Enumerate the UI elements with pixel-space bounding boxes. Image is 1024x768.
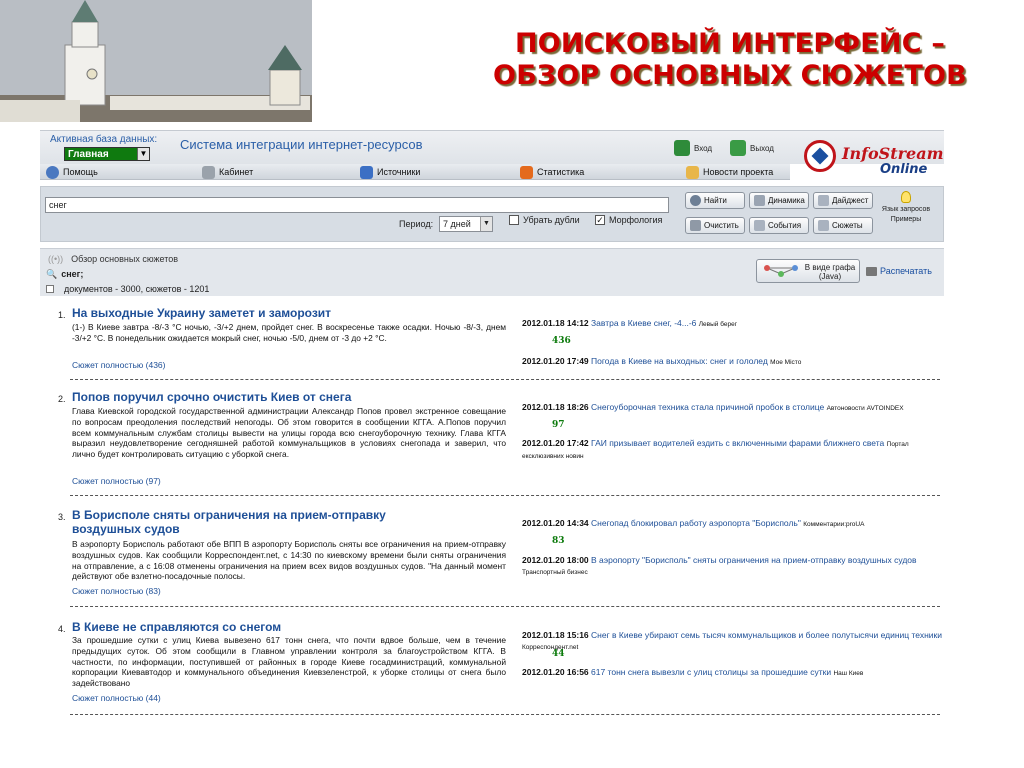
dynamics-label: Динамика <box>768 196 805 205</box>
news-icon <box>686 166 699 179</box>
story-divider <box>70 379 940 380</box>
stories-button[interactable] <box>813 217 873 234</box>
logo-text-online: Online <box>880 162 928 177</box>
article-timestamp: 2012.01.20 17:42 <box>522 438 589 448</box>
article-timestamp: 2012.01.18 18:26 <box>522 402 589 412</box>
overview-counts-text: документов - 3000, сюжетов - 1201 <box>64 284 210 294</box>
dedupe-label: Убрать дубли <box>523 215 580 225</box>
story-number: 2. <box>58 394 66 404</box>
story-number: 4. <box>58 624 66 634</box>
alert-icon <box>754 220 765 231</box>
menu-item-label: Помощь <box>63 167 98 177</box>
slide-title <box>470 28 990 92</box>
article-source: Транспортный бизнес <box>522 569 588 576</box>
search-input[interactable]: снег <box>45 197 669 213</box>
article-source: Автоновости AVTOINDEX <box>826 405 904 412</box>
app-screenshot <box>40 130 944 720</box>
events-button[interactable] <box>749 217 809 234</box>
story-full-link[interactable]: Сюжет полностью (436) <box>72 360 166 370</box>
dedupe-checkbox[interactable] <box>509 215 580 225</box>
chevron-down-icon: ▼ <box>480 217 492 231</box>
slide-title-line1: ПОИСКОВЫЙ ИНТЕРФЕЙС – <box>514 28 946 59</box>
chevron-down-icon: ▼ <box>137 148 149 160</box>
app-name: Система интеграции интернет-ресурсов <box>180 137 423 152</box>
graph-view-button[interactable] <box>756 259 860 283</box>
story-count: 436 <box>552 336 571 346</box>
logout-button[interactable] <box>730 138 774 158</box>
article-item <box>522 356 942 368</box>
morphology-label: Морфология <box>609 215 663 225</box>
article-link[interactable]: Снегоуборочная техника стала причиной пробок в столице <box>591 402 825 412</box>
stories-label: Сюжеты <box>832 221 863 230</box>
story-divider <box>70 606 940 607</box>
overview-bar <box>40 248 944 296</box>
clear-button[interactable] <box>685 217 745 234</box>
close-icon <box>690 220 701 231</box>
menu-item-news[interactable] <box>686 165 773 179</box>
article-item <box>522 318 942 330</box>
article-timestamp: 2012.01.20 16:56 <box>522 667 589 677</box>
query-language-help[interactable] <box>877 191 935 235</box>
print-label: Распечатать <box>880 266 932 276</box>
article-timestamp: 2012.01.18 14:12 <box>522 318 589 328</box>
login-button[interactable] <box>674 138 712 158</box>
story-count: 97 <box>552 420 565 430</box>
overview-counts <box>46 284 209 294</box>
article-link[interactable]: 617 тонн снега вывезли с улиц столицы за прошедшие сутки <box>591 667 832 677</box>
article-link[interactable]: Завтра в Киеве снег, -4...-6 <box>591 318 697 328</box>
logout-label: Выход <box>750 143 774 153</box>
examples-link[interactable]: Примеры <box>890 216 922 223</box>
login-label: Вход <box>694 143 713 153</box>
find-button[interactable] <box>685 192 745 209</box>
dynamics-button[interactable] <box>749 192 809 209</box>
query-language-link[interactable]: Язык запросов <box>881 206 931 213</box>
story-full-link[interactable]: Сюжет полностью (44) <box>72 693 161 703</box>
story-summary: В аэропорту Борисполь работают обе ВПП В аэропорту Борисполь сняты все ограничения на прием-отправку воздушных судов. Как сообщили Корреспондент.net, с 14:30 по киевскому времени были сняты ограничения на отправление, а с 16:08 отменены ограничения на прием всех видов воздушных судов. "На данный момент действуют обе взлетно-посадочные полосы. <box>72 539 506 582</box>
radio-waves-icon: ((•)) <box>48 254 64 264</box>
digest-label: Дайджест <box>832 196 869 205</box>
menu-item-label: Кабинет <box>219 167 254 177</box>
article-timestamp: 2012.01.18 15:16 <box>522 630 589 640</box>
find-label: Найти <box>704 196 727 205</box>
sources-icon <box>360 166 373 179</box>
article-item <box>522 630 942 653</box>
article-item <box>522 667 942 679</box>
statistics-icon <box>520 166 533 179</box>
article-source: Мое Місто <box>770 359 802 366</box>
story-headline-link[interactable]: На выходные Украину заметет и заморозит <box>72 306 332 320</box>
article-link[interactable]: Погода в Киеве на выходных: снег и гололед <box>591 356 768 366</box>
menu-item-help[interactable] <box>46 165 98 179</box>
period-label: Период: <box>399 219 434 229</box>
article-item <box>522 518 942 530</box>
article-source: Корреспондент.net <box>522 644 579 651</box>
article-timestamp: 2012.01.20 18:00 <box>522 555 589 565</box>
overview-query-text: снег; <box>61 269 84 279</box>
story-divider <box>70 714 940 715</box>
article-timestamp: 2012.01.20 14:34 <box>522 518 589 528</box>
story-number: 1. <box>58 310 66 320</box>
story-headline-link[interactable]: В Борисполе сняты ограничения на прием-отправку воздушных судов <box>72 508 386 536</box>
article-timestamp: 2012.01.20 17:49 <box>522 356 589 366</box>
menu-item-cabinet[interactable] <box>202 165 253 179</box>
overview-query <box>46 269 83 280</box>
story-number: 3. <box>58 512 66 522</box>
period-select[interactable] <box>439 216 493 232</box>
cabinet-icon <box>202 166 215 179</box>
clear-label: Очистить <box>704 221 739 230</box>
logo-text-infostream: InfoStream <box>842 144 944 163</box>
menu-item-statistics[interactable] <box>520 165 584 179</box>
article-source: Портал ексклюзивних новин <box>522 441 909 460</box>
db-select-value: Главная <box>68 149 109 160</box>
search-panel <box>40 186 944 242</box>
menu-item-label: Статистика <box>537 167 585 177</box>
logout-icon <box>730 140 746 156</box>
help-icon <box>46 166 59 179</box>
story-divider <box>70 495 940 496</box>
events-label: События <box>768 221 802 230</box>
menu-item-label: Источники <box>377 167 421 177</box>
checkbox-box <box>509 215 519 225</box>
article-source: Левый берег <box>698 321 738 328</box>
article-link[interactable]: Снег в Киеве убирают семь тысяч коммунальщиков и более полутысячи единиц техники <box>591 630 942 640</box>
kremlin-photo <box>0 0 312 122</box>
kremlin-illustration <box>0 0 312 122</box>
checkbox-box-checked: ✓ <box>596 215 604 225</box>
slide-title-line2: ОБЗОР ОСНОВНЫХ СЮЖЕТОВ <box>493 60 967 91</box>
chart-icon <box>754 195 765 206</box>
lightbulb-icon <box>901 191 911 203</box>
magnifier-icon: 🔍 <box>46 269 58 279</box>
print-link[interactable] <box>866 266 932 276</box>
magnifier-icon <box>690 195 701 206</box>
document-icon <box>46 285 54 293</box>
menu-item-sources[interactable] <box>360 165 420 179</box>
article-item <box>522 402 942 414</box>
overview-title <box>48 254 178 264</box>
article-link[interactable]: Снегопад блокировал работу аэропорта "Борисполь" <box>591 518 801 528</box>
printer-icon <box>866 267 877 276</box>
story-summary: За прошедшие сутки с улиц Киева вывезено 617 тонн снега, что почти вдвое больше, чем в течение предыдущих суток. Об этом сообщили в Главном управлении контроля за благоустройством КГГА. В частности, по информации, поступившей от районных в городе Киеве госадминистраций, коммунальной корпорации Киевавтодор и коммунального объединения Киевзеленстрой, к уборке столицы от снега было задействовано <box>72 635 506 689</box>
story-count: 44 <box>552 649 565 659</box>
story-full-link[interactable]: Сюжет полностью (83) <box>72 586 161 596</box>
overview-title-text: Обзор основных сюжетов <box>71 254 179 264</box>
login-icon <box>674 140 690 156</box>
infostream-logo <box>790 132 944 184</box>
story-headline-link[interactable]: В Киеве не справляются со снегом <box>72 620 282 634</box>
story-summary: Глава Киевской городской государственной администрации Александр Попов провел экстренное совещание по вопросам преодоления последствий непогоды. Об этом говорится в сообщении КГГА. А.Попов поручил всем коммунальным службам столицы вывести на улицы города всю снегоуборочную технику. Глава КГГА выразил неудовлетворение сегодняшней работой коммунальщиков в условиях снегопада и заверил, что лично будет контролировать ситуацию с уборкой снега. <box>72 406 506 460</box>
article-item <box>522 438 942 462</box>
active-db-label: Активная база данных: <box>50 134 158 145</box>
story-count: 83 <box>552 536 565 546</box>
morphology-checkbox[interactable] <box>595 215 662 225</box>
story-summary: (1-) В Киеве завтра -8/-3 °С ночью, -3/+2 днем, пройдет снег. В воскресенье также осадки. Ночью -8/-3, днем -3/+2 °С. В понедельник ожидается мокрый снег, ночью -5/0, днем от -3 до +2 °С. <box>72 322 506 343</box>
star-icon <box>818 195 829 206</box>
menu-item-label: Новости проекта <box>703 167 774 177</box>
menu-bar <box>40 164 790 180</box>
db-select[interactable] <box>64 147 150 161</box>
graph-view-label: В виде графа (Java) <box>804 263 856 281</box>
article-link[interactable]: ГАИ призывает водителей ездить с включенными фарами ближнего света <box>591 438 885 448</box>
graph-icon <box>763 264 799 278</box>
period-value: 7 дней <box>443 219 471 229</box>
digest-button[interactable] <box>813 192 873 209</box>
story-full-link[interactable]: Сюжет полностью (97) <box>72 476 161 486</box>
article-item <box>522 555 942 578</box>
radio-waves-icon <box>818 220 829 231</box>
story-headline-link[interactable]: Попов поручил срочно очистить Киев от снега <box>72 390 352 404</box>
article-source: Комментарии:proUA <box>803 521 865 528</box>
article-link[interactable]: В аэропорту "Борисполь" сняты ограничения на прием-отправку воздушных судов <box>591 555 917 565</box>
article-source: Наш Киев <box>833 670 864 677</box>
logo-mark-icon <box>804 140 836 172</box>
